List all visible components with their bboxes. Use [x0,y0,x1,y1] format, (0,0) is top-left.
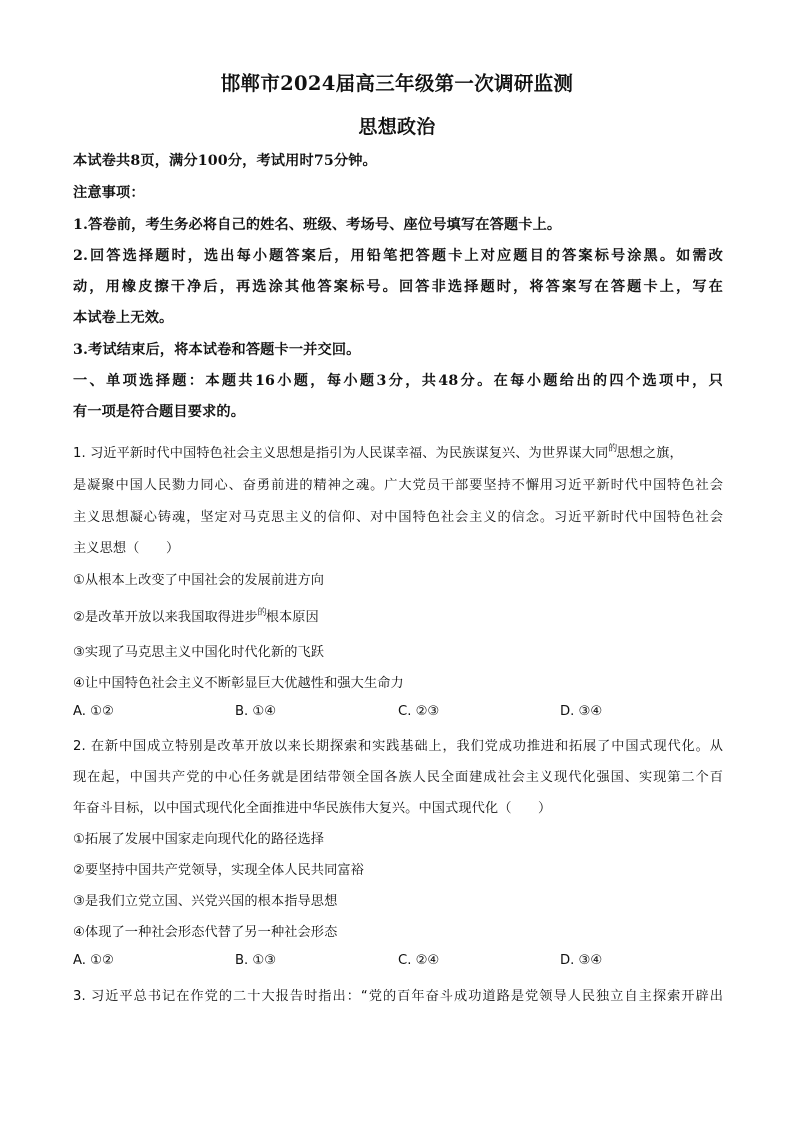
q1-option-b[interactable]: B. ①④ [235,704,277,719]
section-heading-line-1: 一、单项选择题：本题共16小题，每小题3分，共48分。在每小题给出的四个选项中，只 [73,373,723,389]
q1-item-2-text-a: ②是改革开放以来我国取得进步 [73,610,258,625]
q2-option-c[interactable]: C. ②④ [398,953,440,968]
q1-stem-line-4: 主义思想（ ） [73,541,180,556]
q2-stem-line-3: 年奋斗目标，以中国式现代化全面推进中华民族伟大复兴。中国式现代化（ ） [73,801,552,816]
q1-stem-mark: 的 [608,444,617,454]
q1-item-1: ①从根本上改变了中国社会的发展前进方向 [73,573,325,588]
notice-2-line-2: 动，用橡皮擦干净后，再选涂其他答案标号。回答非选择题时，将答案写在答题卡上，写在 [73,279,723,295]
q2-stem-line-2: 现在起，中国共产党的中心任务就是团结带领全国各族人民全面建成社会主义现代化强国、实现第二个百 [73,770,723,785]
section-heading-line-2: 有一项是符合题目要求的。 [73,404,246,420]
q1-stem-line-3: 主义思想凝心铸魂，坚定对马克思主义的信仰、对中国特色社会主义的信念。习近平新时代中国特色社会 [73,510,723,525]
q2-option-d[interactable]: D. ③④ [560,953,603,968]
q2-item-2: ②要坚持中国共产党领导，实现全体人民共同富裕 [73,863,364,878]
exam-title: 邯郸市2024届高三年级第一次调研监测 [220,72,574,95]
q1-stem-line-2: 是凝聚中国人民勠力同心、奋勇前进的精神之魂。广大党员干部要坚持不懈用习近平新时代中国特色社会 [73,478,723,493]
q1-stem-text-b: 思想之旗， [616,446,683,461]
q1-item-2-mark: 的 [257,608,266,618]
q2-option-b[interactable]: B. ①③ [235,953,277,968]
q1-stem-text-a: 1. 习近平新时代中国特色社会主义思想是指引为人民谋幸福、为民族谋复兴、为世界谋大同 [73,446,609,461]
q1-item-4: ④让中国特色社会主义不断彰显巨大优越性和强大生命力 [73,676,404,691]
q2-item-1: ①拓展了发展中国家走向现代化的路径选择 [73,832,325,847]
q1-stem-line-1 [73,441,723,461]
q3-stem-line-1: 3. 习近平总书记在作党的二十大报告时指出：“党的百年奋斗成功道路是党领导人民独立自主探索开辟出 [73,989,723,1004]
notice-heading: 注意事项： [73,185,145,201]
q1-option-d[interactable]: D. ③④ [560,704,603,719]
q1-item-3: ③实现了马克思主义中国化时代化新的飞跃 [73,645,325,660]
subject-title: 思想政治 [358,116,436,138]
q2-stem-line-1: 2. 在新中国成立特别是改革开放以来长期探索和实践基础上，我们党成功推进和拓展了中国式现代化。从 [73,739,723,754]
intro-line: 本试卷共8页，满分100分，考试用时75分钟。 [73,153,377,169]
notice-2-line-1: 2.回答选择题时，选出每小题答案后，用铅笔把答题卡上对应题目的答案标号涂黑。如需改 [73,248,723,264]
q1-item-2-text-b: 根本原因 [265,610,319,625]
notice-1: 1.答卷前，考生务必将自己的姓名、班级、考场号、座位号填写在答题卡上。 [73,217,562,233]
q2-item-4: ④体现了一种社会形态代替了另一种社会形态 [73,925,338,940]
q1-item-2 [73,605,723,625]
q2-item-3: ③是我们立党立国、兴党兴国的根本指导思想 [73,894,338,909]
q1-option-c[interactable]: C. ②③ [398,704,440,719]
q1-option-a[interactable]: A. ①② [73,704,114,719]
notice-3: 3.考试结束后，将本试卷和答题卡一并交回。 [73,342,361,358]
notice-2-line-3: 本试卷上无效。 [73,310,174,326]
q2-option-a[interactable]: A. ①② [73,953,114,968]
